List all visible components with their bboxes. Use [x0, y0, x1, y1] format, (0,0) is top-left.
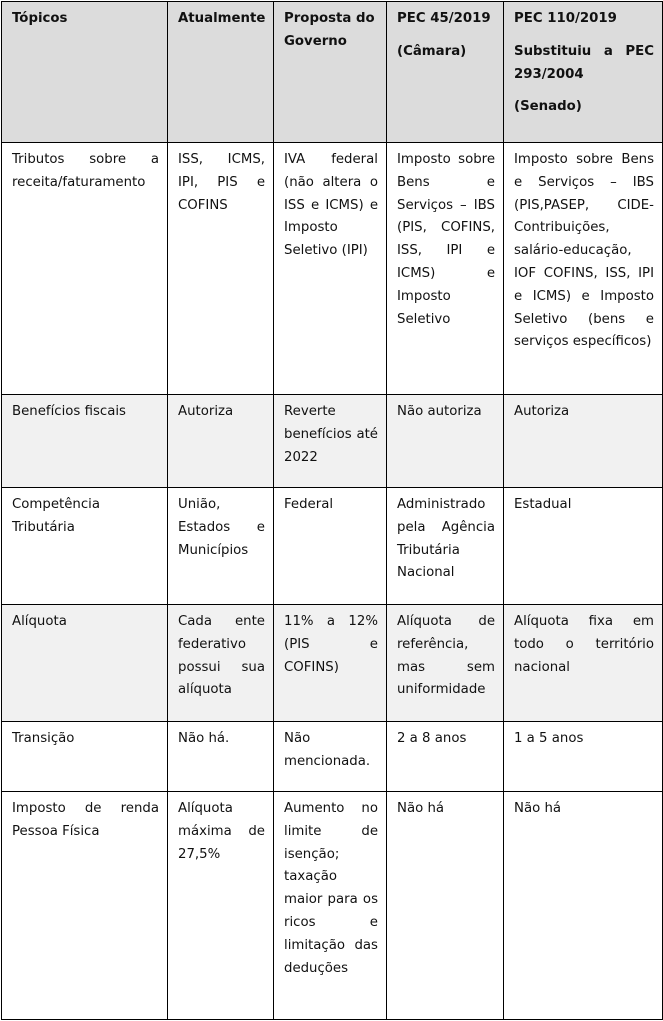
cell-atualmente: Alíquota máxima de 27,5% — [168, 792, 274, 1020]
cell-topico: Alíquota — [2, 605, 168, 722]
header-pec45-origin: (Câmara) — [397, 43, 467, 59]
cell-pec45: Não autoriza — [387, 395, 504, 488]
cell-topico: Tributos sobre a receita/faturamento — [2, 143, 168, 395]
header-pec110 — [504, 2, 663, 143]
cell-topico: Competência Tributária — [2, 488, 168, 605]
table-row — [2, 722, 663, 792]
cell-pec110: 1 a 5 anos — [504, 722, 663, 792]
cell-governo: Aumento no limite de isenção; taxação maior para os ricos e limitação das deduções — [274, 792, 387, 1020]
cell-atualmente: Cada ente federativo possui sua alíquota — [168, 605, 274, 722]
header-pec110-origin: (Senado) — [514, 99, 582, 115]
table-row — [2, 792, 663, 1020]
cell-pec45: Não há — [387, 792, 504, 1020]
table-row — [2, 488, 663, 605]
header-topicos: Tópicos — [2, 2, 168, 143]
cell-topico: Imposto de renda Pessoa Física — [2, 792, 168, 1020]
header-pec110-title: PEC 110/2019 — [514, 11, 617, 26]
cell-atualmente: Não há. — [168, 722, 274, 792]
cell-topico: Benefícios fiscais — [2, 395, 168, 488]
header-pec45-title: PEC 45/2019 — [397, 11, 491, 26]
cell-governo: 11% a 12% (PIS e COFINS) — [274, 605, 387, 722]
header-proposta-governo: Proposta do Governo — [274, 2, 387, 143]
cell-pec45: 2 a 8 anos — [387, 722, 504, 792]
cell-atualmente: União, Estados e Municípios — [168, 488, 274, 605]
table-row — [2, 605, 663, 722]
header-pec110-note: Substituiu a PEC 293/2004 — [514, 43, 654, 82]
cell-pec45: Administrado pela Agência Tributária Nacional — [387, 488, 504, 605]
cell-pec110: Alíquota fixa em todo o território nacional — [504, 605, 663, 722]
header-row — [2, 2, 663, 143]
cell-pec45: Imposto sobre Bens e Serviços – IBS (PIS, COFINS, ISS, IPI e ICMS) e Imposto Seletivo — [387, 143, 504, 395]
cell-governo: Não mencionada. — [274, 722, 387, 792]
header-pec45 — [387, 2, 504, 143]
cell-atualmente: ISS, ICMS, IPI, PIS e COFINS — [168, 143, 274, 395]
cell-governo: Federal — [274, 488, 387, 605]
cell-topico: Transição — [2, 722, 168, 792]
cell-governo: Reverte benefícios até 2022 — [274, 395, 387, 488]
table-row — [2, 143, 663, 395]
cell-pec45: Alíquota de referência, mas sem uniformidade — [387, 605, 504, 722]
cell-pec110: Não há — [504, 792, 663, 1020]
cell-pec110: Imposto sobre Bens e Serviços – IBS (PIS,PASEP, CIDE-Contribuições, salário-educação, IOF COFINS, ISS, IPI e ICMS) e Imposto Seletivo (bens e serviços específicos) — [504, 143, 663, 395]
header-atualmente: Atualmente — [168, 2, 274, 143]
comparison-table — [1, 1, 663, 1020]
cell-pec110: Autoriza — [504, 395, 663, 488]
table-row — [2, 395, 663, 488]
cell-governo: IVA federal (não altera o ISS e ICMS) e Imposto Seletivo (IPI) — [274, 143, 387, 395]
cell-atualmente: Autoriza — [168, 395, 274, 488]
cell-pec110: Estadual — [504, 488, 663, 605]
